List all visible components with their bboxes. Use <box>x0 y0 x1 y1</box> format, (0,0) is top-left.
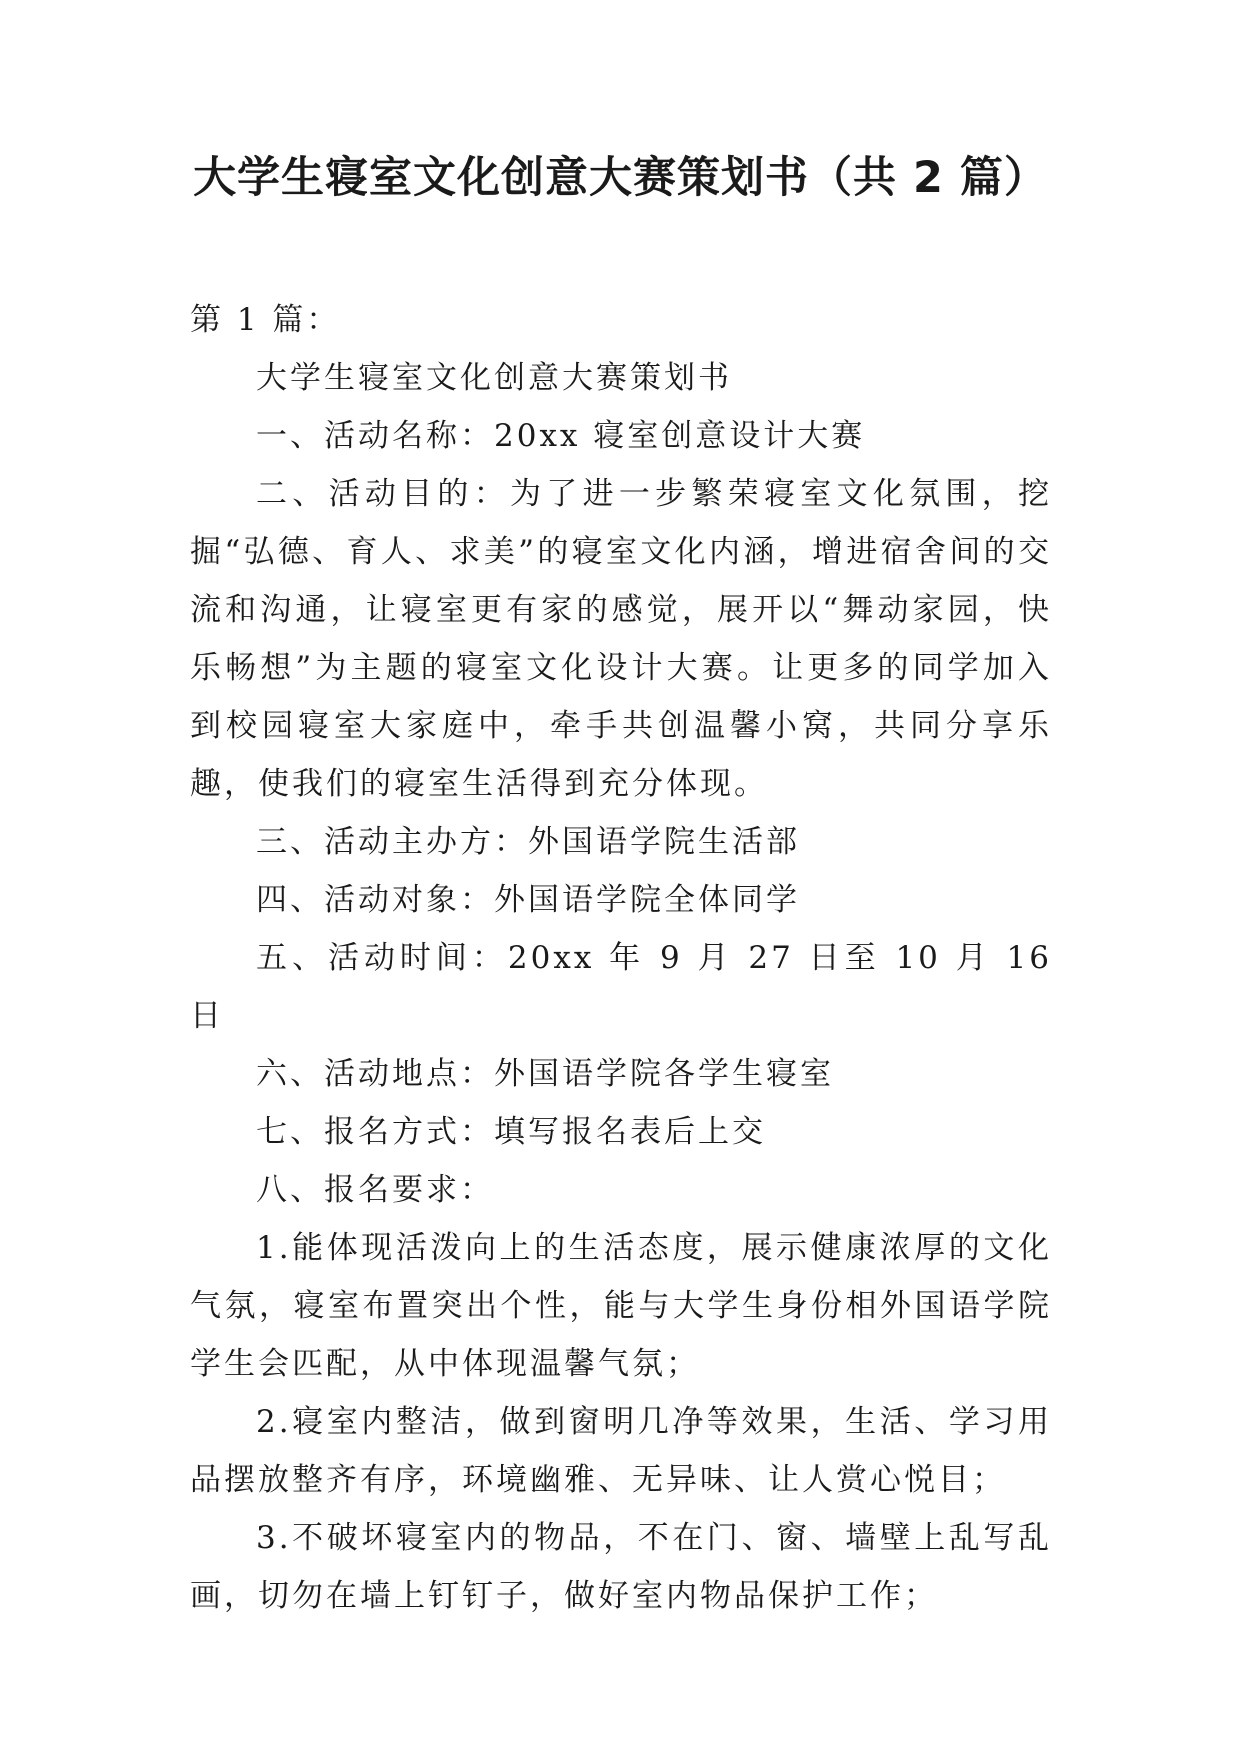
requirement-item-3: 3.不破坏寝室内的物品，不在门、窗、墙壁上乱写乱画，切勿在墙上钉钉子，做好室内物品保护工作； <box>190 1520 1052 1614</box>
activity-purpose-paragraph: 二、活动目的：为了进一步繁荣寝室文化氛围，挖掘“弘德、育人、求美”的寝室文化内涵，增进宿舍间的交流和沟通，让寝室更有家的感觉，展开以“舞动家园，快乐畅想”为主题的寝室文化设计大赛。让更多的同学加入到校园寝室大家庭中，牵手共创温馨小窝，共同分享乐趣，使我们的寝室生活得到充分体现。 <box>190 476 1052 802</box>
registration-method-paragraph: 七、报名方式：填写报名表后上交 <box>256 1114 766 1150</box>
activity-location-paragraph: 六、活动地点：外国语学院各学生寝室 <box>256 1056 834 1092</box>
organizer-paragraph: 三、活动主办方：外国语学院生活部 <box>256 824 800 860</box>
section-label: 第 1 篇： <box>190 302 341 338</box>
activity-time-paragraph: 五、活动时间：20xx 年 9 月 27 日至 10 月 16 日 <box>190 940 1052 1034</box>
registration-requirements-heading: 八、报名要求： <box>256 1172 494 1208</box>
requirement-item-1: 1.能体现活泼向上的生活态度，展示健康浓厚的文化气氛，寝室布置突出个性，能与大学生身份相外国语学院学生会匹配，从中体现温馨气氛； <box>190 1230 1052 1382</box>
activity-name-paragraph: 一、活动名称：20xx 寝室创意设计大赛 <box>256 418 866 454</box>
document-body <box>190 291 1052 1625</box>
participants-paragraph: 四、活动对象：外国语学院全体同学 <box>256 882 800 918</box>
document-title: 大学生寝室文化创意大赛策划书（共 2 篇） <box>193 153 1048 203</box>
requirement-item-2: 2.寝室内整洁，做到窗明几净等效果，生活、学习用品摆放整齐有序，环境幽雅、无异味、让人赏心悦目； <box>190 1404 1052 1498</box>
subtitle-paragraph: 大学生寝室文化创意大赛策划书 <box>256 360 732 396</box>
